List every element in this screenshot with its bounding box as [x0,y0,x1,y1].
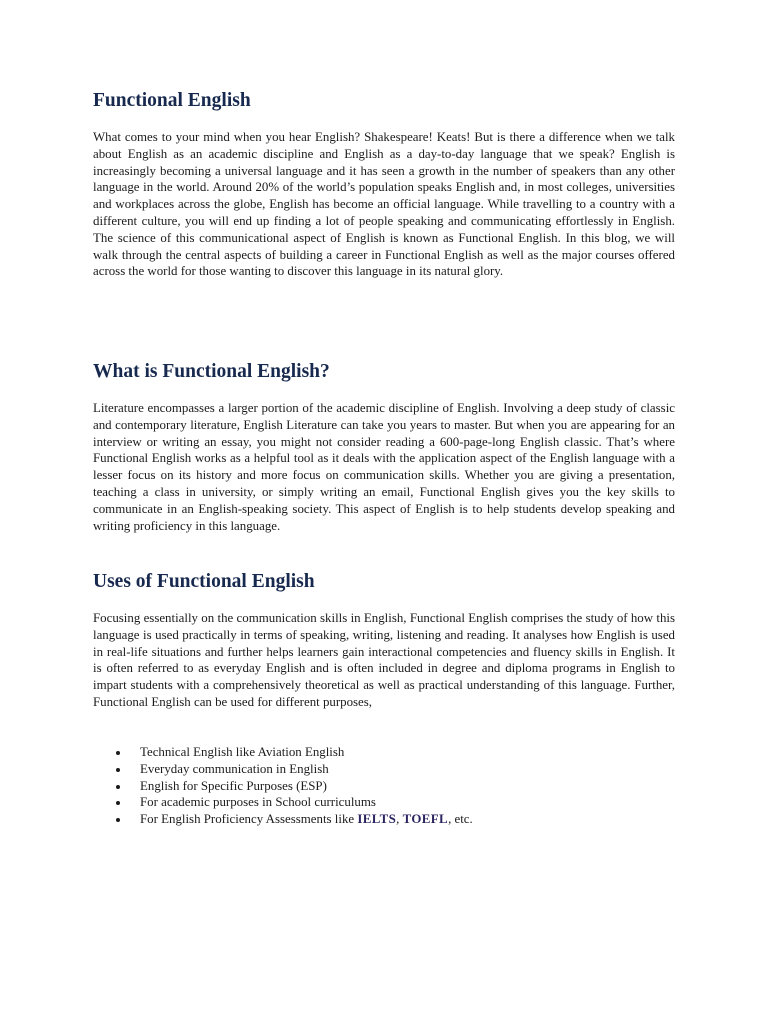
list-item [93,811,675,828]
list-item [93,744,675,761]
bullet-icon [116,768,120,772]
section-heading-functional-english: Functional English [93,90,251,111]
list-item-text: For academic purposes in School curriculums [140,795,376,810]
list-item-text: English for Specific Purposes (ESP) [140,778,327,793]
list-item-text-prefix: For English Proficiency Assessments like [140,812,358,827]
what-is-paragraph: Literature encompasses a larger portion of the academic discipline of English. Involving a deep study of classic and contemporary literature, English Literature can take you years to master. But when you are appearing for an interview or writing an essay, you might not consider reading a 600-page-long English classic. That’s where Functional English works as a helpful tool as it deals with the application aspect of the English language with a lesser focus on its history and more focus on communication skills. Whether you are giving a presentation, teaching a class in university, or simply writing an email, Functional English gives you the key skills to communicate in an English-speaking society. This aspect of English is to help students develop speaking and writing proficiency in this language. [93,401,675,533]
list-item [93,761,675,778]
list-separator: , [396,812,403,827]
bullet-icon [116,785,120,789]
ielts-link[interactable]: IELTS [357,812,397,827]
bullet-icon [116,801,120,805]
uses-list [93,744,675,828]
bullet-icon [116,751,120,755]
bullet-icon [116,818,120,822]
intro-paragraph: What comes to your mind when you hear English? Shakespeare! Keats! But is there a difference when we talk about English as an academic discipline and English as a day-to-day language that we speak? English is increasingly becoming a universal language and it has seen a growth in the number of speakers than any other language in the world. Around 20% of the world’s population speaks English and, in most colleges, universities and workplaces across the globe, English has become an official language. While travelling to a country with a different culture, you will end up finding a lot of people speaking and communicating effortlessly in English. The science of this communicational aspect of English is known as Functional English. In this blog, we will walk through the central aspects of building a career in Functional English as well as the major courses offered across the world for those wanting to discover this language in its natural glory. [93,130,675,279]
list-item [93,778,675,795]
section-heading-uses: Uses of Functional English [93,571,315,592]
uses-paragraph: Focusing essentially on the communication skills in English, Functional English comprises the study of how this language is used practically in terms of speaking, writing, listening and reading. It analyses how English is used in real-life situations and further helps learners gain interactional competencies and fluency skills in English. It is often referred to as everyday English and is often included in degree and diploma programs in English to impart students with a comprehensively theoretical as well as practical understanding of this language. Further, Functional English can be used for different purposes, [93,611,675,709]
toefl-link[interactable]: TOEFL [402,812,449,827]
section-heading-what-is: What is Functional English? [93,361,330,382]
list-item [93,794,675,811]
list-item-text: Everyday communication in English [140,761,329,776]
list-item-text-suffix: , etc. [448,812,473,827]
list-item-text: Technical English like Aviation English [140,745,345,759]
